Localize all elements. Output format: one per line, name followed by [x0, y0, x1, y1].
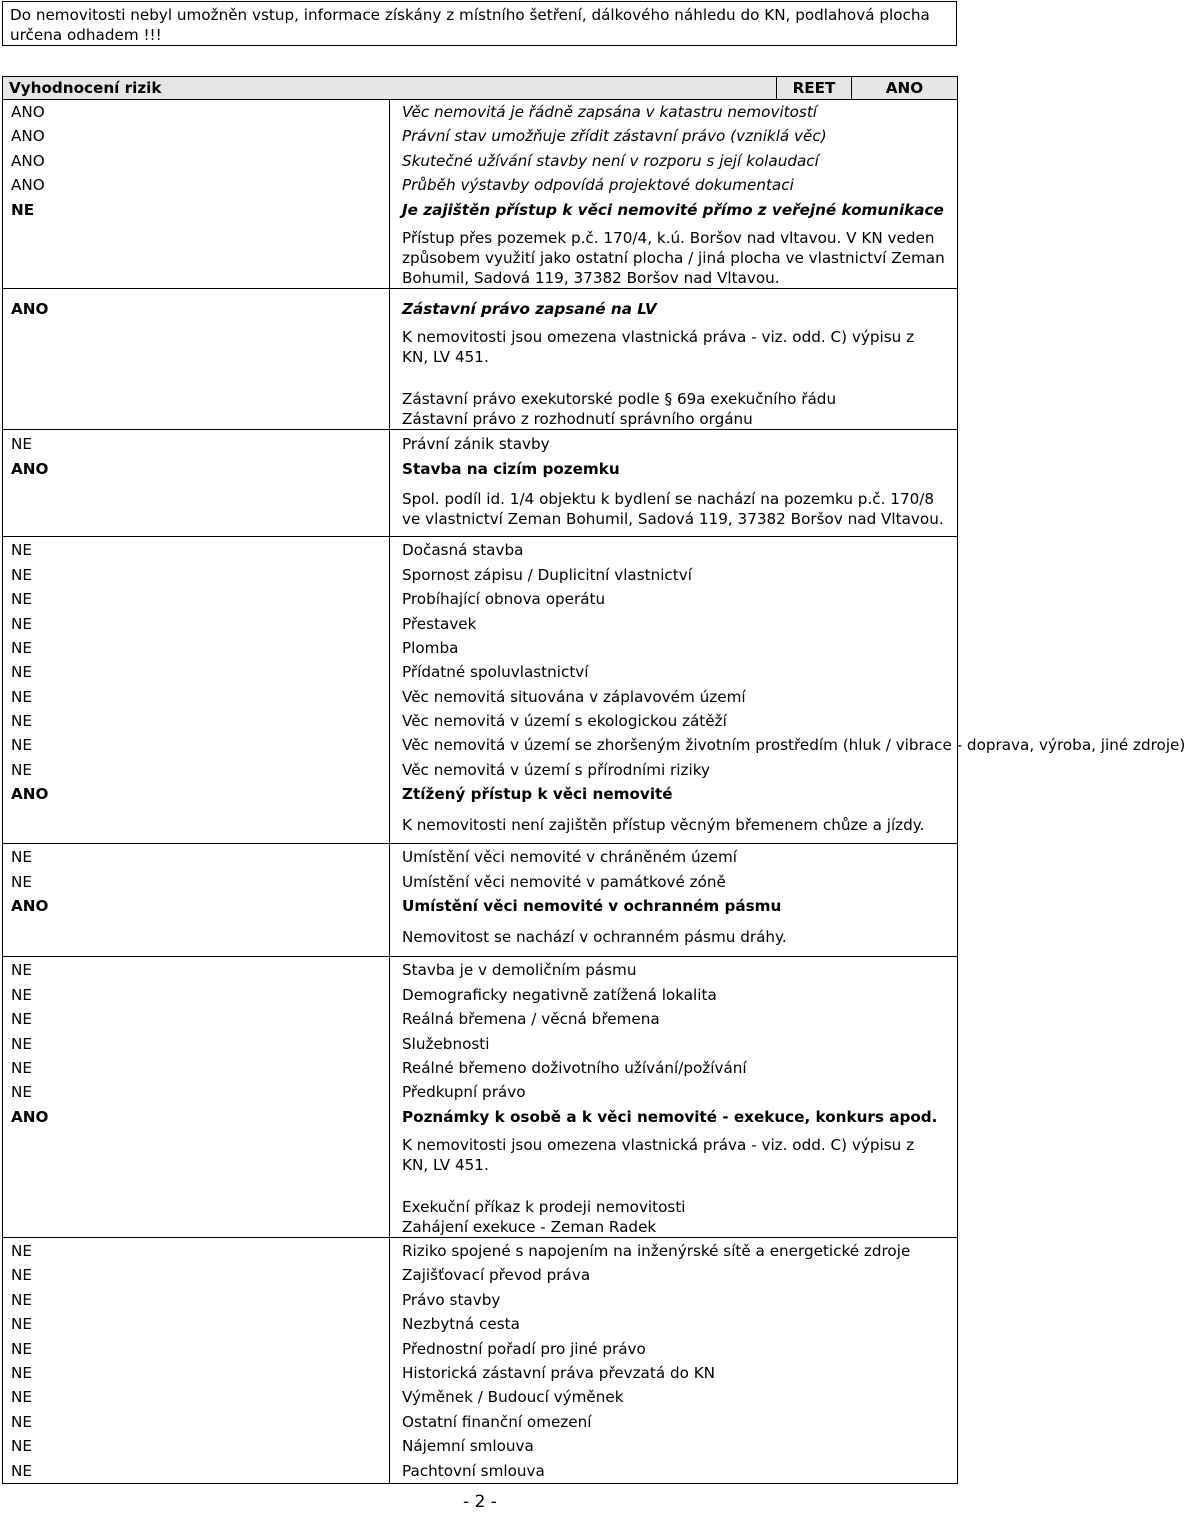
risk-detail: Exekuční příkaz k prodeji nemovitosti [402, 1198, 686, 1217]
risk-flag: NE [11, 1242, 32, 1261]
risk-item: Je zajištěn přístup k věci nemovité přímo z veřejné komunikace [402, 200, 944, 219]
risk-flag: NE [11, 1412, 32, 1431]
risk-item: Poznámky k osobě a k věci nemovité - exekuce, konkurs apod. [402, 1107, 938, 1126]
risk-flag: NE [11, 1034, 32, 1053]
table-title: Vyhodnocení rizik [3, 77, 777, 100]
risk-group [3, 537, 958, 844]
risk-flag: NE [11, 872, 32, 891]
risk-item: Reálné břemeno doživotního užívání/požívání [402, 1058, 747, 1077]
risk-item: Věc nemovitá v území s ekologickou zátěží [402, 712, 727, 731]
risk-flag: NE [11, 1388, 32, 1407]
risk-item: Právo stavby [402, 1290, 501, 1309]
risk-flag: NE [11, 435, 32, 454]
text-cell [390, 1238, 958, 1484]
risk-item: Probíhající obnova operátu [402, 590, 606, 609]
risk-item: Právní zánik stavby [402, 435, 550, 454]
risk-detail [402, 222, 957, 288]
risk-group [3, 100, 958, 289]
risk-group [3, 288, 958, 429]
risk-flag: ANO [11, 1107, 49, 1126]
risk-item: Umístění věci nemovité v chráněném území [402, 848, 737, 867]
risk-item: Spornost zápisu / Duplicitní vlastnictví [402, 565, 692, 584]
risk-flag: NE [11, 760, 32, 779]
risk-detail-cadastre: V KN veden způsobem využití jako ostatní plocha / jiná plocha ve vlastnictví Zeman Bohumil, Sadová 119, 37382 Boršov nad Vltavou. [402, 228, 945, 287]
flag-cell [3, 430, 390, 537]
risk-item: Stavba je v demoličním pásmu [402, 961, 637, 980]
risk-flag: ANO [11, 299, 49, 318]
risk-item: Přednostní pořadí pro jiné právo [402, 1339, 646, 1358]
risk-item: Plomba [402, 638, 459, 657]
risk-detail: Spol. podíl id. 1/4 objektu k bydlení se nachází na pozemku p.č. 170/8 ve vlastnictví Zeman Bohumil, Sadová 119, 37382 Boršov nad Vltavou. [402, 490, 944, 529]
risk-flag: NE [11, 712, 32, 731]
risk-flag: NE [11, 736, 32, 755]
risk-item: Stavba na cizím pozemku [402, 459, 620, 478]
risk-item: Reálná břemena / věcná břemena [402, 1010, 660, 1029]
risk-detail: Zástavní právo exekutorské podle § 69a exekučního řádu [402, 390, 837, 409]
inspection-note: Do nemovitosti nebyl umožněn vstup, informace získány z místního šetření, dálkového náhledu do KN, podlahová plocha určena odhadem !!! [2, 1, 957, 46]
risk-item: Věc nemovitá je řádně zapsána v katastru nemovitostí [402, 103, 817, 121]
risk-item: Průběh výstavby odpovídá projektové dokumentaci [402, 176, 794, 195]
risk-item: Pachtovní smlouva [402, 1461, 545, 1480]
risk-item: Právní stav umožňuje zřídit zástavní právo (vzniklá věc) [402, 127, 827, 146]
risk-flag: NE [11, 1058, 32, 1077]
risk-flag: NE [11, 961, 32, 980]
flag-cell [3, 537, 390, 844]
risk-flag: NE [11, 1266, 32, 1285]
risk-detail: K nemovitosti jsou omezena vlastnická práva - viz. odd. C) výpisu z KN, LV 451. [402, 328, 915, 367]
risk-flag: NE [11, 565, 32, 584]
risk-evaluation-table [2, 76, 1185, 1484]
risk-flag: ANO [11, 176, 45, 195]
text-cell [390, 537, 1185, 844]
column-header-ano: ANO [852, 77, 958, 100]
risk-detail: K nemovitosti není zajištěn přístup věcným břemenem chůze a jízdy. [402, 815, 925, 834]
risk-group [3, 1238, 958, 1484]
risk-item: Přídatné spoluvlastnictví [402, 663, 589, 682]
risk-item: Zástavní právo zapsané na LV [402, 299, 657, 318]
risk-item: Umístění věci nemovité v ochranném pásmu [402, 897, 782, 916]
risk-detail: Zástavní právo z rozhodnutí správního orgánu [402, 410, 753, 429]
flag-cell [3, 100, 390, 289]
risk-item: Výměnek / Budoucí výměnek [402, 1388, 624, 1407]
risk-item: Věc nemovitá situována v záplavovém území [402, 687, 746, 706]
risk-item: Riziko spojené s napojením na inženýrské sítě a energetické zdroje [402, 1242, 911, 1261]
risk-flag: NE [11, 638, 32, 657]
risk-flag: NE [11, 1339, 32, 1358]
risk-flag: ANO [11, 103, 45, 121]
risk-item: Demograficky negativně zatížená lokalita [402, 985, 717, 1004]
flag-cell [3, 1238, 390, 1484]
risk-flag: NE [11, 1290, 32, 1309]
risk-item: Zajišťovací převod práva [402, 1266, 591, 1285]
risk-item: Skutečné užívání stavby není v rozporu s její kolaudací [402, 151, 819, 170]
flag-cell [3, 844, 390, 957]
text-cell [390, 430, 958, 537]
flag-cell [3, 957, 390, 1238]
text-cell [390, 957, 958, 1238]
risk-group [3, 430, 958, 537]
risk-detail-access: Přístup přes pozemek p.č. 170/4, k.ú. Boršov nad vltavou. [402, 228, 842, 247]
risk-flag: NE [11, 1083, 32, 1102]
risk-item: Ztížený přístup k věci nemovité [402, 785, 673, 804]
risk-detail: K nemovitosti jsou omezena vlastnická práva - viz. odd. C) výpisu z KN, LV 451. [402, 1136, 915, 1175]
risk-item: Nájemní smlouva [402, 1437, 534, 1456]
risk-item: Ostatní finanční omezení [402, 1412, 592, 1431]
risk-flag: ANO [11, 785, 49, 804]
risk-flag: ANO [11, 897, 49, 916]
risk-item: Věc nemovitá v území s přírodními riziky [402, 760, 710, 779]
risk-flag: NE [11, 1461, 32, 1480]
column-header-reet: REET [777, 77, 852, 100]
risk-flag: NE [11, 200, 35, 219]
risk-flag: NE [11, 1437, 32, 1456]
risk-item: Věc nemovitá v území se zhoršeným životním prostředím (hluk / vibrace - doprava, výroba, jiné zdroje) [402, 736, 1185, 755]
table-header-row [3, 77, 958, 100]
text-cell [390, 100, 958, 289]
risk-group [3, 844, 958, 957]
risk-flag: ANO [11, 127, 45, 146]
risk-flag: NE [11, 1364, 32, 1383]
risk-detail: Zahájení exekuce - Zeman Radek [402, 1218, 657, 1237]
risk-flag: NE [11, 663, 32, 682]
risk-item: Umístění věci nemovité v památkové zóně [402, 872, 726, 891]
risk-group [3, 957, 958, 1238]
risk-item: Nezbytná cesta [402, 1315, 520, 1334]
risk-flag: NE [11, 687, 32, 706]
risk-flag: NE [11, 848, 32, 867]
risk-item: Přestavek [402, 614, 477, 633]
risk-flag: NE [11, 1010, 32, 1029]
risk-flag: ANO [11, 459, 49, 478]
risk-flag: NE [11, 590, 32, 609]
risk-flag: NE [11, 1315, 32, 1334]
flag-cell [3, 288, 390, 429]
risk-detail: Nemovitost se nachází v ochranném pásmu dráhy. [402, 927, 787, 946]
text-cell [390, 844, 958, 957]
risk-flag: NE [11, 614, 32, 633]
risk-item: Předkupní právo [402, 1083, 526, 1102]
risk-flag: ANO [11, 151, 45, 170]
page-number: - 2 - [463, 1492, 497, 1512]
risk-flag: NE [11, 985, 32, 1004]
risk-item: Historická zástavní práva převzatá do KN [402, 1364, 716, 1383]
text-cell [390, 288, 958, 429]
risk-flag: NE [11, 541, 32, 560]
risk-item: Dočasná stavba [402, 541, 524, 560]
risk-item: Služebnosti [402, 1034, 490, 1053]
